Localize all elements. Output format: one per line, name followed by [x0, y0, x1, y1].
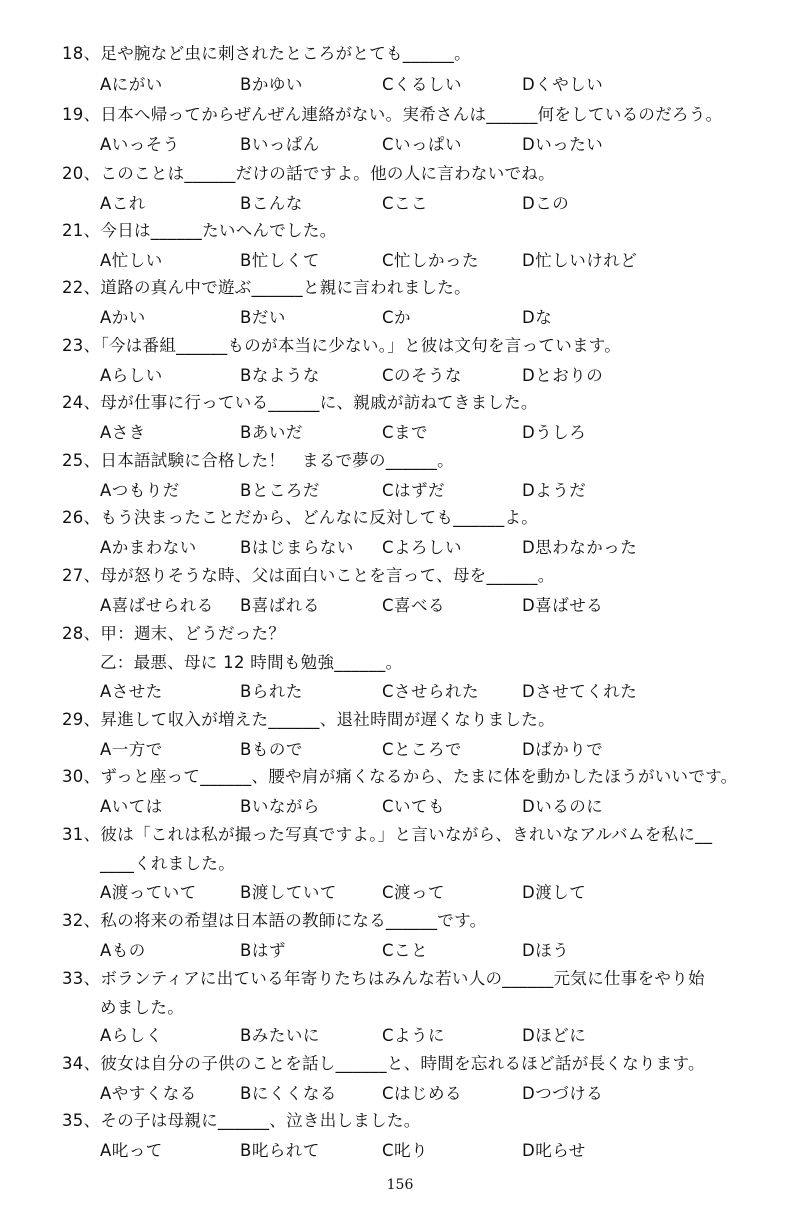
option-c[interactable]: Cか [382, 308, 412, 327]
option-c[interactable]: Cこと [382, 941, 429, 960]
question-number: 19 [62, 105, 84, 124]
option-b[interactable]: Bもので [240, 740, 303, 759]
question-text: 、もう決まったことだから、どんなに反対しても______よ。 [83, 508, 539, 527]
option-c[interactable]: Cさせられた [382, 682, 480, 701]
question-number: 33 [62, 969, 84, 988]
option-c[interactable]: C喜べる [382, 596, 446, 615]
options-30 [100, 793, 740, 815]
option-a[interactable]: Aもの [100, 941, 146, 960]
question-number: 23 [62, 336, 84, 355]
question-text: 、母が仕事に行っている______に、親戚が訪ねてきました。 [83, 393, 538, 412]
question-32 [62, 907, 486, 931]
option-b[interactable]: B渡していて [240, 883, 337, 902]
option-a[interactable]: Aさき [100, 423, 146, 442]
options-35 [100, 1137, 740, 1159]
option-a[interactable]: Aらしい [100, 366, 163, 385]
question-text: 、彼女は自分の子供のことを話し______と、時間を忘れるほど話が長くなります。 [83, 1054, 705, 1073]
question-number: 27 [62, 566, 84, 585]
option-c[interactable]: Cはじめる [382, 1084, 463, 1103]
question-number: 35 [62, 1111, 84, 1130]
question-text: 、昇進して収入が増えた______、退社時間が遅くなりました。 [83, 710, 555, 729]
question-text: 、道路の真ん中で遊ぶ______と親に言われました。 [83, 278, 471, 297]
option-d[interactable]: Dとおりの [522, 366, 604, 385]
option-c[interactable]: Cくるしい [382, 75, 463, 94]
option-b[interactable]: Bあいだ [240, 423, 303, 442]
question-number: 34 [62, 1054, 84, 1073]
question-text: 、母が怒りそうな時、父は面白いことを言って、母を______。 [83, 566, 555, 585]
option-a[interactable]: Aいては [100, 797, 163, 816]
option-a[interactable]: A忙しい [100, 251, 163, 270]
option-b[interactable]: Bだい [240, 308, 286, 327]
option-a[interactable]: Aらしく [100, 1026, 163, 1045]
option-b[interactable]: Bはず [240, 941, 286, 960]
question-18 [62, 40, 471, 64]
option-d[interactable]: Dさせてくれた [522, 682, 638, 701]
question-33-continuation: めました。 [100, 998, 184, 1017]
option-b[interactable]: Bこんな [240, 194, 303, 213]
option-a[interactable]: Aやすくなる [100, 1084, 197, 1103]
question-29 [62, 706, 555, 730]
option-c[interactable]: Cここ [382, 194, 429, 213]
option-a[interactable]: A喜ばせられる [100, 596, 214, 615]
option-a[interactable]: Aかまわない [100, 538, 197, 557]
options-19 [100, 131, 740, 153]
question-31 [62, 821, 712, 845]
option-d[interactable]: Dうしろ [522, 423, 587, 442]
option-c[interactable]: Cところで [382, 740, 462, 759]
question-text: 、甲：週末、どうだった？ [83, 624, 286, 643]
options-27 [100, 592, 740, 614]
question-number: 32 [62, 911, 84, 930]
question-28-continuation: 乙：最悪、母に 12 時間も勉強______。 [100, 653, 403, 672]
option-b[interactable]: Bられた [240, 682, 303, 701]
option-c[interactable]: C渡って [382, 883, 446, 902]
question-21 [62, 217, 337, 241]
question-text: 、私の将来の希望は日本語の教師になる______です。 [83, 911, 487, 930]
question-22 [62, 274, 471, 298]
option-d[interactable]: Dいったい [522, 135, 604, 154]
option-a[interactable]: A一方で [100, 740, 163, 759]
option-d[interactable]: Dようだ [522, 481, 587, 500]
option-a[interactable]: A叱って [100, 1141, 163, 1160]
option-c[interactable]: Cように [382, 1026, 446, 1045]
question-24 [62, 389, 538, 413]
options-24 [100, 419, 740, 441]
option-d[interactable]: Dつづける [522, 1084, 604, 1103]
option-d[interactable]: Dばかりで [522, 740, 604, 759]
question-text: 、彼は「これは私が撮った写真ですよ。」と言いながら、きれいなアルバムを私に__ [83, 825, 713, 844]
option-d[interactable]: Dこの [522, 194, 570, 213]
option-b[interactable]: Bはじまらない [240, 538, 354, 557]
question-25 [62, 447, 454, 471]
question-33 [62, 965, 705, 989]
option-c[interactable]: Cいても [382, 797, 446, 816]
options-23 [100, 362, 740, 384]
option-c[interactable]: Cのそうな [382, 366, 463, 385]
option-b[interactable]: B忙しくて [240, 251, 320, 270]
option-a[interactable]: Aこれ [100, 194, 146, 213]
question-27 [62, 562, 555, 586]
question-text: 、このことは______だけの話ですよ。他の人に言わないでね。 [83, 164, 555, 183]
option-a[interactable]: Aにがい [100, 75, 163, 94]
question-text: 、日本語試験に合格した！ まるで夢の______。 [83, 451, 454, 470]
question-number: 21 [62, 221, 84, 240]
option-b[interactable]: Bいっぱん [240, 135, 320, 154]
options-25 [100, 477, 740, 499]
question-19 [62, 101, 722, 125]
option-d[interactable]: Dな [522, 308, 553, 327]
question-number: 28 [62, 624, 84, 643]
option-d[interactable]: D渡して [522, 883, 587, 902]
question-number: 25 [62, 451, 84, 470]
question-text: 、その子は母親に______、泣き出しました。 [83, 1111, 421, 1130]
option-b[interactable]: B喜ばれる [240, 596, 320, 615]
options-33 [100, 1022, 740, 1044]
options-29 [100, 736, 740, 758]
options-18 [100, 71, 740, 93]
option-a[interactable]: A渡っていて [100, 883, 197, 902]
question-number: 26 [62, 508, 84, 527]
options-20 [100, 190, 740, 212]
option-d[interactable]: D思わなかった [522, 538, 638, 557]
option-b[interactable]: Bかゆい [240, 75, 303, 94]
question-number: 30 [62, 767, 84, 786]
options-22 [100, 304, 740, 326]
option-c[interactable]: Cまで [382, 423, 429, 442]
options-34 [100, 1080, 740, 1102]
option-c[interactable]: Cよろしい [382, 538, 463, 557]
question-number: 31 [62, 825, 84, 844]
option-d[interactable]: D忙しいけれど [522, 251, 638, 270]
question-text: 、ずっと座って______、腰や肩が痛くなるから、たまに体を動かしたほうがいいです。 [83, 767, 738, 786]
option-c[interactable]: Cいっぱい [382, 135, 463, 154]
option-b[interactable]: B叱られて [240, 1141, 320, 1160]
option-c[interactable]: Cはずだ [382, 481, 446, 500]
option-a[interactable]: Aかい [100, 308, 146, 327]
question-number: 20 [62, 164, 84, 183]
question-31-continuation: ____くれました。 [100, 854, 235, 873]
option-d[interactable]: Dくやしい [522, 75, 604, 94]
question-number: 22 [62, 278, 84, 297]
question-23 [62, 332, 621, 356]
question-30 [62, 763, 737, 787]
option-d[interactable]: D叱らせ [522, 1141, 586, 1160]
option-b[interactable]: Bところだ [240, 481, 320, 500]
option-a[interactable]: Aつもりだ [100, 481, 180, 500]
question-26 [62, 504, 538, 528]
options-32 [100, 937, 740, 959]
option-c[interactable]: C叱り [382, 1141, 429, 1160]
options-21 [100, 247, 740, 269]
question-number: 29 [62, 710, 84, 729]
option-d[interactable]: D喜ばせる [522, 596, 604, 615]
question-34 [62, 1050, 705, 1074]
question-28 [62, 620, 285, 644]
option-b[interactable]: Bなような [240, 366, 320, 385]
options-28 [100, 678, 740, 700]
question-number: 18 [62, 44, 84, 63]
option-d[interactable]: Dほどに [522, 1026, 587, 1045]
options-31 [100, 879, 740, 901]
option-a[interactable]: Aいっそう [100, 135, 180, 154]
option-b[interactable]: Bにくくなる [240, 1084, 337, 1103]
question-35 [62, 1107, 421, 1131]
option-c[interactable]: C忙しかった [382, 251, 480, 270]
option-d[interactable]: Dほう [522, 941, 570, 960]
option-b[interactable]: Bいながら [240, 797, 320, 816]
question-number: 24 [62, 393, 84, 412]
question-text: 、「今は番組______ものが本当に少ない。」と彼は文句を言っています。 [83, 336, 622, 355]
question-text: 、ボランティアに出ている年寄りたちはみんな若い人の______元気に仕事をやり始 [83, 969, 705, 988]
question-text: 、今日は______たいへんでした。 [83, 221, 337, 240]
options-26 [100, 534, 740, 556]
option-d[interactable]: Dいるのに [522, 797, 604, 816]
option-b[interactable]: Bみたいに [240, 1026, 320, 1045]
question-20 [62, 160, 555, 184]
question-text: 、足や腕など虫に刺されたところがとても______。 [83, 44, 471, 63]
page-number: 156 [386, 1177, 414, 1193]
question-text: 、日本へ帰ってからぜんぜん連絡がない。実希さんは______何をしているのだろう。 [83, 105, 723, 124]
option-a[interactable]: Aさせた [100, 682, 163, 701]
